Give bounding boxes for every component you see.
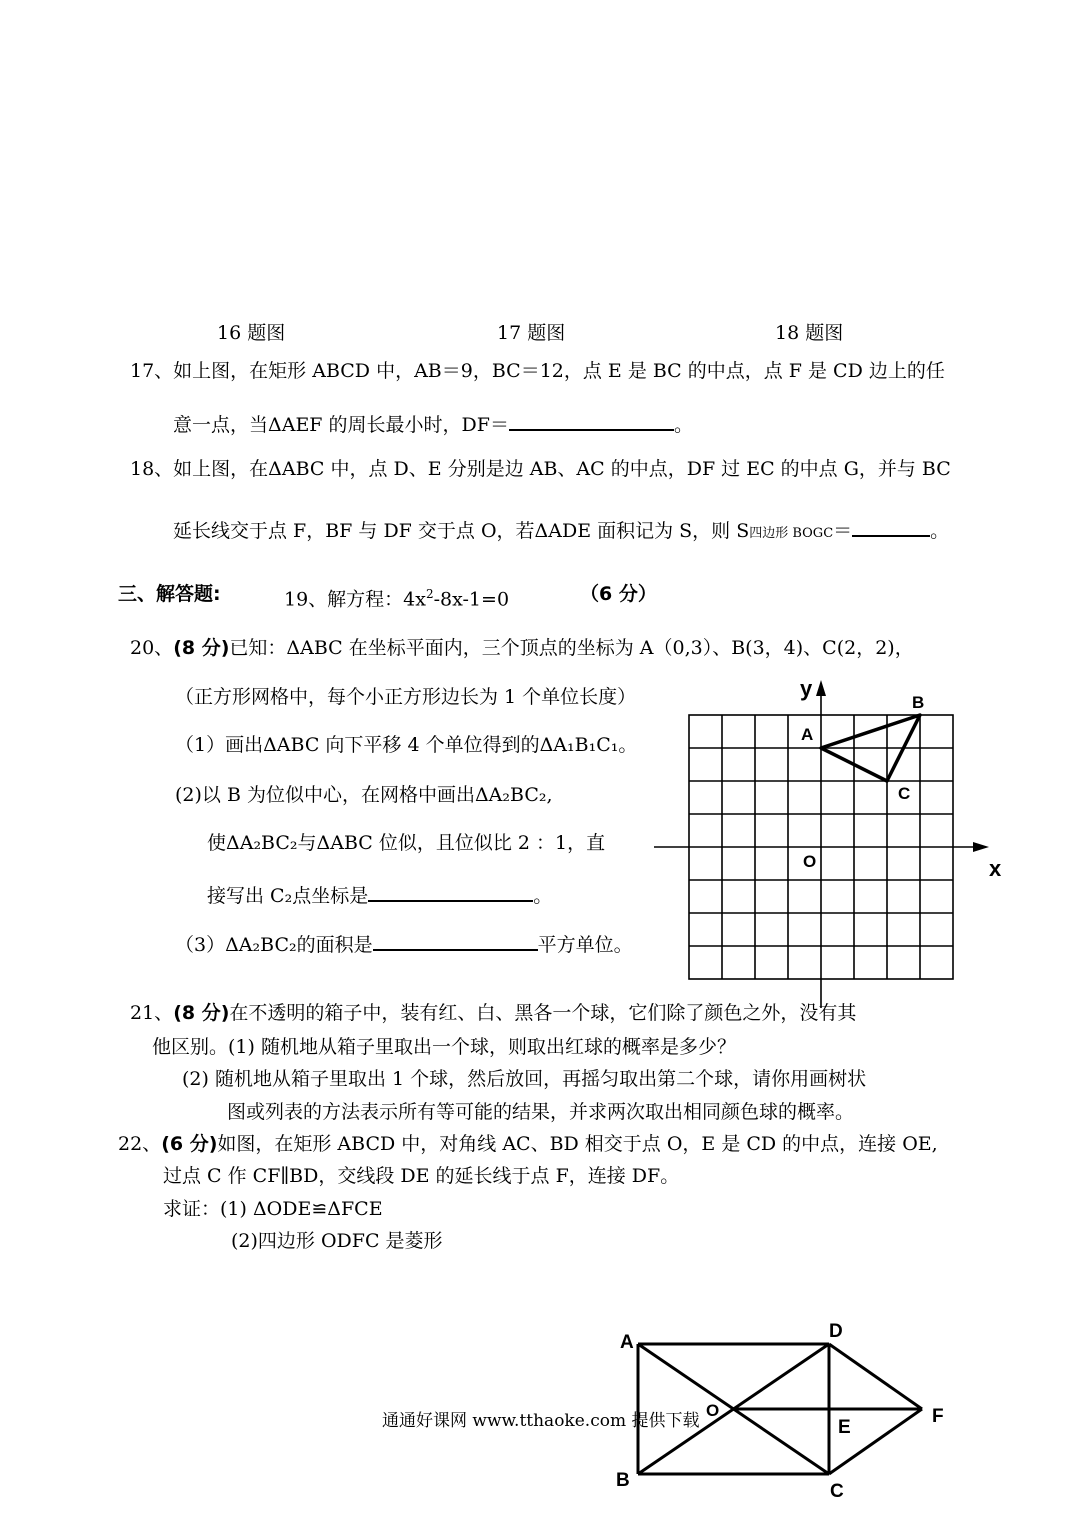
rh-point-d-label: D bbox=[829, 1321, 843, 1342]
q20-part2a: (2)以 B 为位似中心，在网格中画出ΔA₂BC₂, bbox=[175, 784, 553, 806]
q21-line1 bbox=[130, 1001, 856, 1025]
q20-c2-blank[interactable] bbox=[368, 880, 533, 902]
q22-line4: (2)四边形 ODFC 是菱形 bbox=[231, 1230, 443, 1252]
q19-score: （6 分） bbox=[580, 583, 657, 605]
q21-score: (8 分) bbox=[173, 1002, 230, 1024]
q18-line2-end: 。 bbox=[930, 520, 950, 542]
q20-part3-end: 平方单位。 bbox=[537, 934, 633, 956]
q22-line1 bbox=[118, 1132, 938, 1156]
q18-answer-blank[interactable] bbox=[852, 515, 930, 537]
q22-line3: 求证：(1) ΔODE≌ΔFCE bbox=[163, 1198, 383, 1220]
rh-point-e-label: E bbox=[838, 1417, 851, 1438]
q17-line2 bbox=[173, 409, 693, 437]
x-axis-arrow bbox=[973, 842, 989, 852]
q22-text: 如图，在矩形 ABCD 中，对角线 AC、BD 相交于点 O，E 是 CD 的中点，连接 OE, bbox=[217, 1133, 938, 1155]
q19-rest: -8x-1=0 bbox=[433, 588, 510, 611]
x-axis-label: x bbox=[989, 856, 1002, 881]
caption-fig16: 16 题图 bbox=[217, 322, 286, 344]
q18-line1: 18、如上图，在ΔABC 中，点 D、E 分别是边 AB、AC 的中点，DF 过 EC 的中点 G，并与 BC bbox=[130, 458, 951, 480]
q21-line2: 他区别。(1) 随机地从箱子里取出一个球，则取出红球的概率是多少？ bbox=[152, 1036, 736, 1058]
q21-num: 21、 bbox=[130, 1002, 174, 1024]
point-b-label: B bbox=[912, 693, 925, 712]
caption-fig17: 17 题图 bbox=[497, 322, 566, 344]
q20-part3 bbox=[175, 929, 633, 957]
q18-line2 bbox=[173, 515, 949, 546]
footer-watermark: 通通好课网 www.tthaoke.com 提供下载 bbox=[382, 1411, 700, 1431]
rh-point-o-label: O bbox=[706, 1401, 720, 1420]
q20-line2: （正方形网格中，每个小正方形边长为 1 个单位长度） bbox=[175, 686, 637, 708]
q22-line2: 过点 C 作 CF∥BD，交线段 DE 的延长线于点 F，连接 DF。 bbox=[163, 1165, 680, 1187]
y-axis-arrow bbox=[816, 680, 826, 696]
origin-label: O bbox=[803, 852, 817, 871]
q20-part3-text: （3）ΔA₂BC₂的面积是 bbox=[175, 934, 373, 956]
q20-part2b: 使ΔA₂BC₂与ΔABC 位似，且位似比 2 ：1，直 bbox=[207, 832, 606, 854]
caption-fig18: 18 题图 bbox=[775, 322, 844, 344]
q20-part1: （1）画出ΔABC 向下平移 4 个单位得到的ΔA₁B₁C₁。 bbox=[175, 734, 638, 756]
q17-line1: 17、如上图，在矩形 ABCD 中，AB＝9，BC＝12，点 E 是 BC 的中点，点 F 是 CD 边上的任 bbox=[130, 360, 945, 382]
rh-point-b-label: B bbox=[616, 1470, 630, 1491]
q19-exponent: 2 bbox=[425, 587, 434, 601]
q17-answer-blank[interactable] bbox=[509, 409, 674, 431]
section3-heading: 三、解答题: bbox=[118, 583, 221, 605]
rh-point-a-label: A bbox=[620, 1332, 634, 1353]
q18-subscript: 四边形 BOGC bbox=[749, 526, 834, 541]
rh-point-c-label: C bbox=[830, 1481, 844, 1502]
point-c-label: C bbox=[898, 784, 911, 803]
q20-area-blank[interactable] bbox=[373, 929, 538, 951]
point-a-label: A bbox=[801, 725, 814, 744]
q21-line4: 图或列表的方法表示所有等可能的结果，并求两次取出相同颜色球的概率。 bbox=[227, 1101, 855, 1123]
q17-line2-end: 。 bbox=[673, 414, 693, 436]
q20-score: (8 分) bbox=[173, 637, 230, 659]
q19-text: 19、解方程：4x bbox=[284, 588, 426, 611]
q22-num: 22、 bbox=[118, 1133, 162, 1155]
rh-point-f-label: F bbox=[932, 1406, 944, 1427]
q20-part2c bbox=[207, 880, 552, 908]
q22-score: (6 分) bbox=[161, 1133, 218, 1155]
y-axis-label: y bbox=[800, 676, 813, 701]
q17-line2-text: 意一点，当ΔAEF 的周长最小时，DF＝ bbox=[173, 414, 509, 436]
q20-line1 bbox=[130, 636, 914, 660]
coordinate-grid-figure bbox=[640, 670, 1000, 1010]
q20-num: 20、 bbox=[130, 637, 174, 659]
q18-equals: ＝ bbox=[833, 520, 853, 542]
q18-line2-text: 延长线交于点 F，BF 与 DF 交于点 O，若ΔADE 面积记为 S，则 S bbox=[173, 520, 750, 542]
q20-part2c-end: 。 bbox=[533, 885, 553, 907]
q20-text: 已知：ΔABC 在坐标平面内，三个顶点的坐标为 A（0,3）、B(3，4)、C(2，2)， bbox=[229, 637, 914, 659]
q21-text: 在不透明的箱子中，装有红、白、黑各一个球，它们除了颜色之外，没有其 bbox=[229, 1002, 857, 1024]
q19-equation bbox=[284, 582, 509, 611]
q21-line3: (2) 随机地从箱子里取出 1 个球，然后放回，再摇匀取出第二个球，请你用画树状 bbox=[182, 1068, 867, 1090]
q20-part2c-text: 接写出 C₂点坐标是 bbox=[207, 885, 369, 907]
